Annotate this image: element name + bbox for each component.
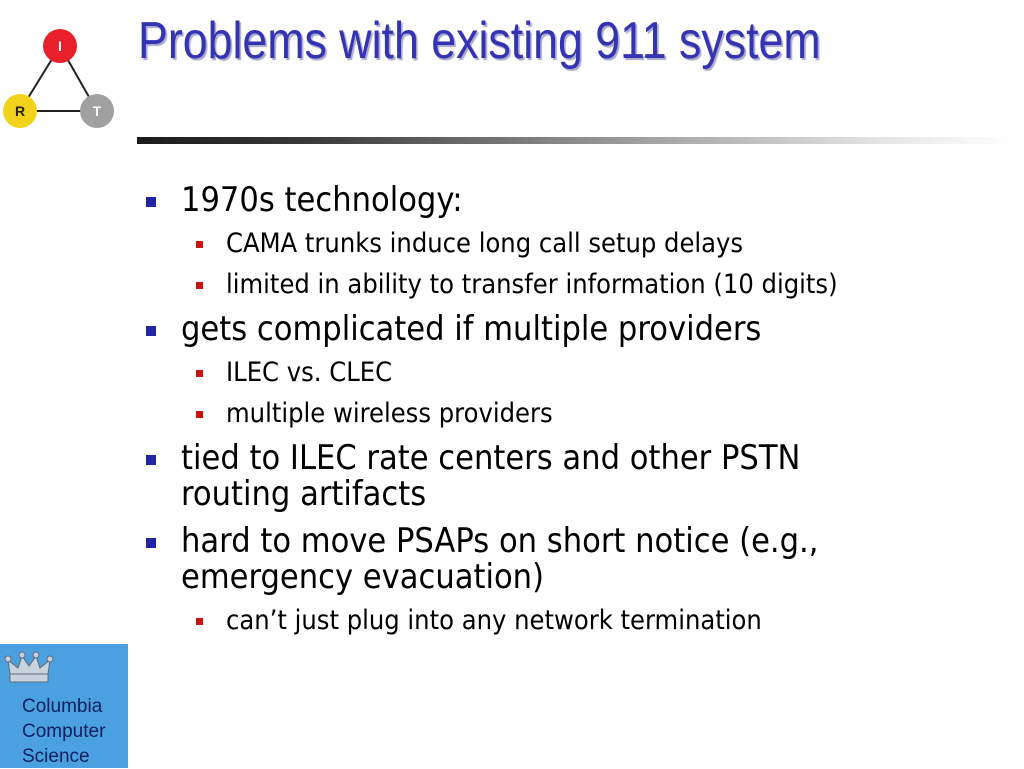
square-bullet-icon bbox=[196, 618, 203, 625]
title-divider bbox=[137, 137, 1017, 144]
square-bullet-icon bbox=[146, 197, 156, 207]
bullet-text: 1970s technology: bbox=[181, 180, 463, 220]
square-bullet-icon bbox=[196, 282, 203, 289]
square-bullet-icon bbox=[196, 411, 203, 418]
sub-bullet-item bbox=[146, 399, 1006, 429]
sub-bullet-item bbox=[146, 270, 1006, 300]
bullet-item bbox=[146, 311, 1006, 347]
irt-label-t: T bbox=[92, 103, 102, 119]
sub-bullet-text: can’t just plug into any network termination bbox=[226, 605, 762, 636]
square-bullet-icon bbox=[196, 241, 203, 248]
sub-bullet-text: ILEC vs. CLEC bbox=[226, 357, 393, 388]
slide-title: Problems with existing 911 system bbox=[138, 12, 821, 70]
bullet-item bbox=[146, 182, 1006, 218]
square-bullet-icon bbox=[146, 326, 156, 336]
bullet-text: tied to ILEC rate centers and other PSTN bbox=[181, 438, 801, 478]
sub-bullet-item bbox=[146, 606, 1006, 636]
bullet-text: gets complicated if multiple providers bbox=[181, 309, 762, 349]
sub-bullet-item bbox=[146, 229, 1006, 259]
bullet-text-continued: emergency evacuation) bbox=[181, 557, 545, 597]
bullet-text-continued: routing artifacts bbox=[181, 474, 427, 514]
irt-label-i: I bbox=[58, 38, 62, 54]
irt-label-r: R bbox=[14, 103, 26, 119]
logo-line-science: Science bbox=[22, 746, 90, 767]
square-bullet-icon bbox=[196, 370, 203, 377]
sub-bullet-text: limited in ability to transfer information (10 digits) bbox=[226, 269, 838, 300]
crown-icon bbox=[4, 648, 54, 688]
bullet-text: hard to move PSAPs on short notice (e.g., bbox=[181, 521, 819, 561]
bullet-item bbox=[146, 440, 1006, 512]
columbia-computer-science-logo bbox=[0, 644, 128, 768]
logo-line-columbia: Columbia bbox=[22, 696, 103, 717]
square-bullet-icon bbox=[146, 455, 156, 465]
sub-bullet-text: multiple wireless providers bbox=[226, 398, 553, 429]
square-bullet-icon bbox=[146, 538, 156, 548]
columbia-logo-text bbox=[22, 694, 105, 769]
sub-bullet-item bbox=[146, 358, 1006, 388]
irt-triangle-logo bbox=[0, 26, 120, 136]
sub-bullet-text: CAMA trunks induce long call setup delays bbox=[226, 228, 744, 259]
bullet-item bbox=[146, 523, 1006, 595]
logo-line-computer: Computer bbox=[22, 721, 106, 742]
bullet-list bbox=[146, 182, 1006, 636]
